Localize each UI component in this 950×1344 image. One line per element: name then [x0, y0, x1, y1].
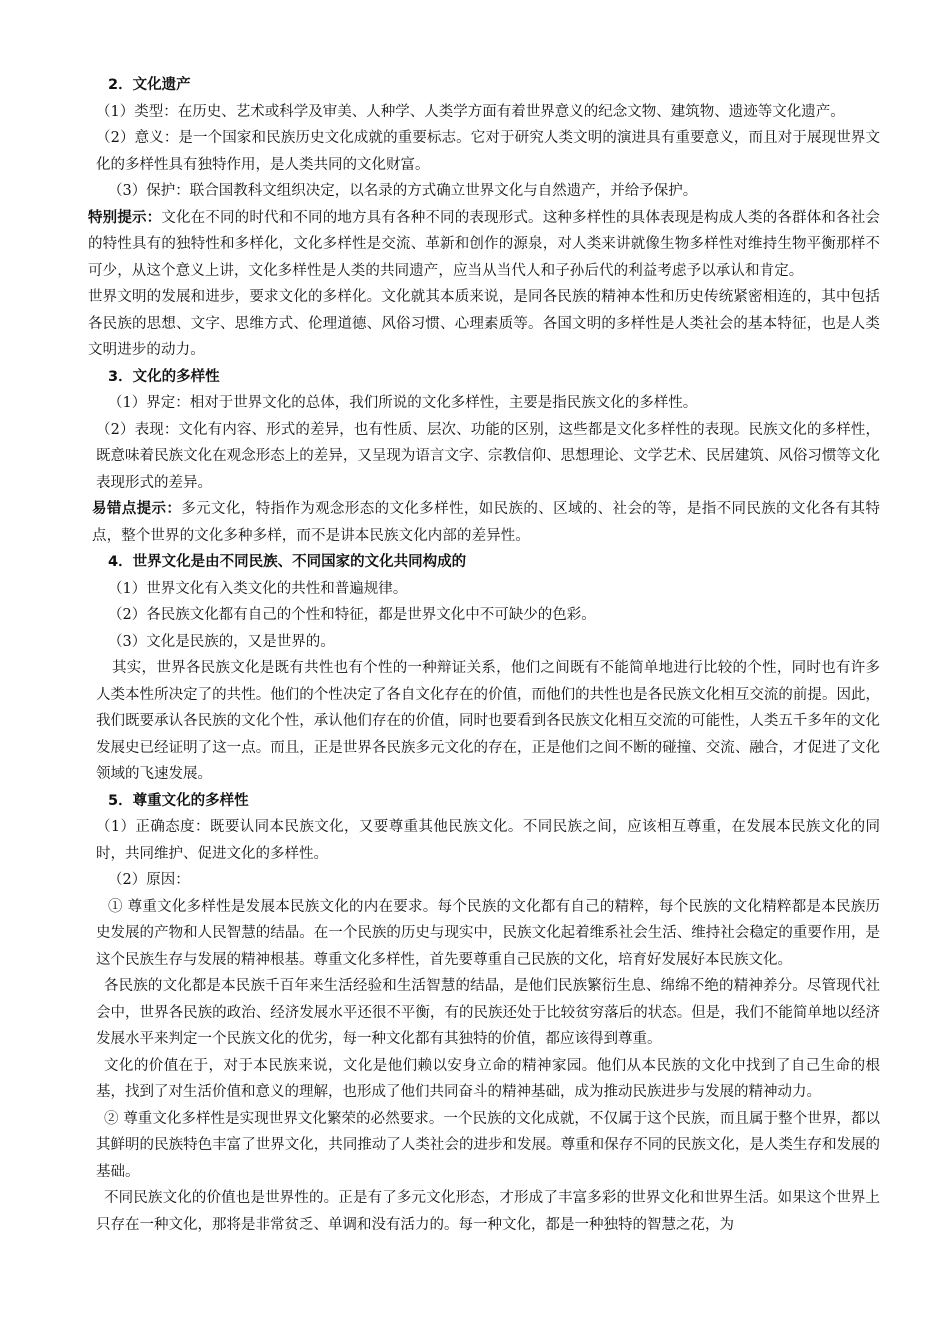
special-tip	[88, 205, 880, 285]
respect-paragraph-c: 不同民族文化的价值也是世界性的。正是有了多元文化形态，才形成了丰富多彩的世界文化和世界生活。如果这个世界上只存在一种文化，那将是非常贫乏、单调和没有活力的。每一种文化，都是一种独特的智慧之花，为	[96, 1190, 880, 1233]
respect-paragraph-b: 文化的价值在于，对于本民族来说，文化是他们赖以安身立命的精神家园。他们从本民族的文化中找到了自己生命的根基，找到了对生活价值和意义的理解，也形成了他们共同奋斗的精神基础，成为推动民族进步与发展的精神动力。	[96, 1057, 880, 1100]
special-tip-extra: 世界文明的发展和进步，要求文化的多样化。文化就其本质来说，是同各民族的精神本性和历史传统紧密相连的，其中包括各民族的思想、文字、思维方式、伦理道德、风俗习惯、心理素质等。各国文明的多样性是人类社会的基本特征，也是人类文明进步的动力。	[88, 289, 880, 358]
respect-reason-label: （2）原因：	[108, 872, 190, 888]
world-culture-item: （1）世界文化有入类文化的共性和普遍规律。	[108, 580, 408, 597]
heritage-heading: 2．文化遗产	[108, 77, 191, 93]
world-culture-item: （2）各民族文化都有自己的个性和特征，都是世界文化中不可缺少的色彩。	[108, 607, 596, 623]
respect-heading: 5．尊重文化的多样性	[108, 792, 249, 809]
world-culture-heading: 4．世界文化是由不同民族、不同国家的文化共同构成的	[108, 554, 467, 570]
world-culture-item: （3）文化是民族的，又是世界的。	[108, 633, 335, 650]
respect-reason-2: ② 尊重文化多样性是实现世界文化繁荣的必然要求。一个民族的文化成就，不仅属于这个民族，而且属于整个世界，都以其鲜明的民族特色丰富了世界文化，共同推动了人类社会的进步和发展。尊重和保存不同的民族文化，是人类生存和发展的基础。	[96, 1110, 880, 1180]
diversity-heading: 3．文化的多样性	[108, 368, 220, 385]
world-culture-paragraph: 其实，世界各民族文化是既有共性也有个性的一种辩证关系，他们之间既有不能简单地进行比较的个性，同时也有许多人类本性所决定了的共性。他们的个性决定了各自文化存在的价值，而他们的共性也是各民族文化相互交流的前提。因此，我们既要承认各民族的文化个性，承认他们存在的价值，同时也要看到各民族文化相互交流的可能性，人类五千多年的文化发展史已经证明了这一点。而且，正是世界各民族多元文化的存在，正是他们之间不断的碰撞、交流、融合，才促进了文化领域的飞速发展。	[96, 660, 880, 782]
heritage-protection: （3）保护：联合国教科文组织决定，以名录的方式确立世界文化与自然遗产，并给予保护。	[108, 183, 698, 199]
error-tip-text: 多元文化，特指作为观念形态的文化多样性，如民族的、区域的、社会的等，是指不同民族的文化各有其特点，整个世界的文化多种多样，而不是讲本民族文化内部的差异性。	[92, 501, 880, 544]
respect-reason-1: ① 尊重文化多样性是发展本民族文化的内在要求。每个民族的文化都有自己的精粹，每个民族的文化精粹都是本民族历史发展的产物和人民智慧的结晶。在一个民族的历史与现实中，民族文化起着维系社会生活、维持社会稳定的重要作用，是这个民族生存与发展的精神根基。尊重文化多样性，首先要尊重自己民族的文化，培育好发展好本民族文化。	[96, 898, 880, 968]
respect-paragraph-a: 各民族的文化都是本民族千百年来生活经验和生活智慧的结晶，是他们民族繁衍生息、绵绵不绝的精神养分。尽管现代社会中，世界各民族的政治、经济发展水平还很不平衡，有的民族还处于比较贫穷落后的状态。但是，我们不能简单地以经济发展水平来判定一个民族文化的优劣，每一种文化都有其独特的价值，都应该得到尊重。	[96, 978, 880, 1047]
special-tip-text: 文化在不同的时代和不同的地方具有各种不同的表现形式。这种多样性的具体表现是构成人类的各群体和各社会的特性具有的独特性和多样化，文化多样性是交流、革新和创作的源泉，对人类来讲就像生物多样性对维持生物平衡那样不可少，从这个意义上讲，文化多样性是人类的共同遗产，应当从当代人和子孙后代的利益考虑予以承认和肯定。	[88, 209, 880, 279]
heritage-type: （1）类型：在历史、艺术或科学及审美、人种学、人类学方面有着世界意义的纪念文物、建筑物、遗迹等文化遗产。	[96, 103, 845, 120]
error-tip	[92, 496, 880, 549]
error-tip-label: 易错点提示：	[92, 501, 182, 517]
diversity-definition: （1）界定：相对于世界文化的总体，我们所说的文化多样性，主要是指民族文化的多样性。	[108, 395, 698, 411]
respect-attitude: （1）正确态度：既要认同本民族文化，又要尊重其他民族文化。不同民族之间，应该相互尊重，在发展本民族文化的同时，共同维护、促进文化的多样性。	[96, 819, 880, 862]
special-tip-label: 特别提示：	[88, 209, 162, 226]
heritage-meaning: （2）意义：是一个国家和民族历史文化成就的重要标志。它对于研究人类文明的演进具有重要意义，而且对于展现世界文化的多样性具有独特作用，是人类共同的文化财富。	[96, 130, 880, 173]
diversity-expression: （2）表现：文化有内容、形式的差异，也有性质、层次、功能的区别，这些都是文化多样性的表现。民族文化的多样性，既意味着民族文化在观念形态上的差异，又呈现为语言文字、宗教信仰、思想理论、文学艺术、民居建筑、风俗习惯等文化表现形式的差异。	[96, 421, 880, 491]
